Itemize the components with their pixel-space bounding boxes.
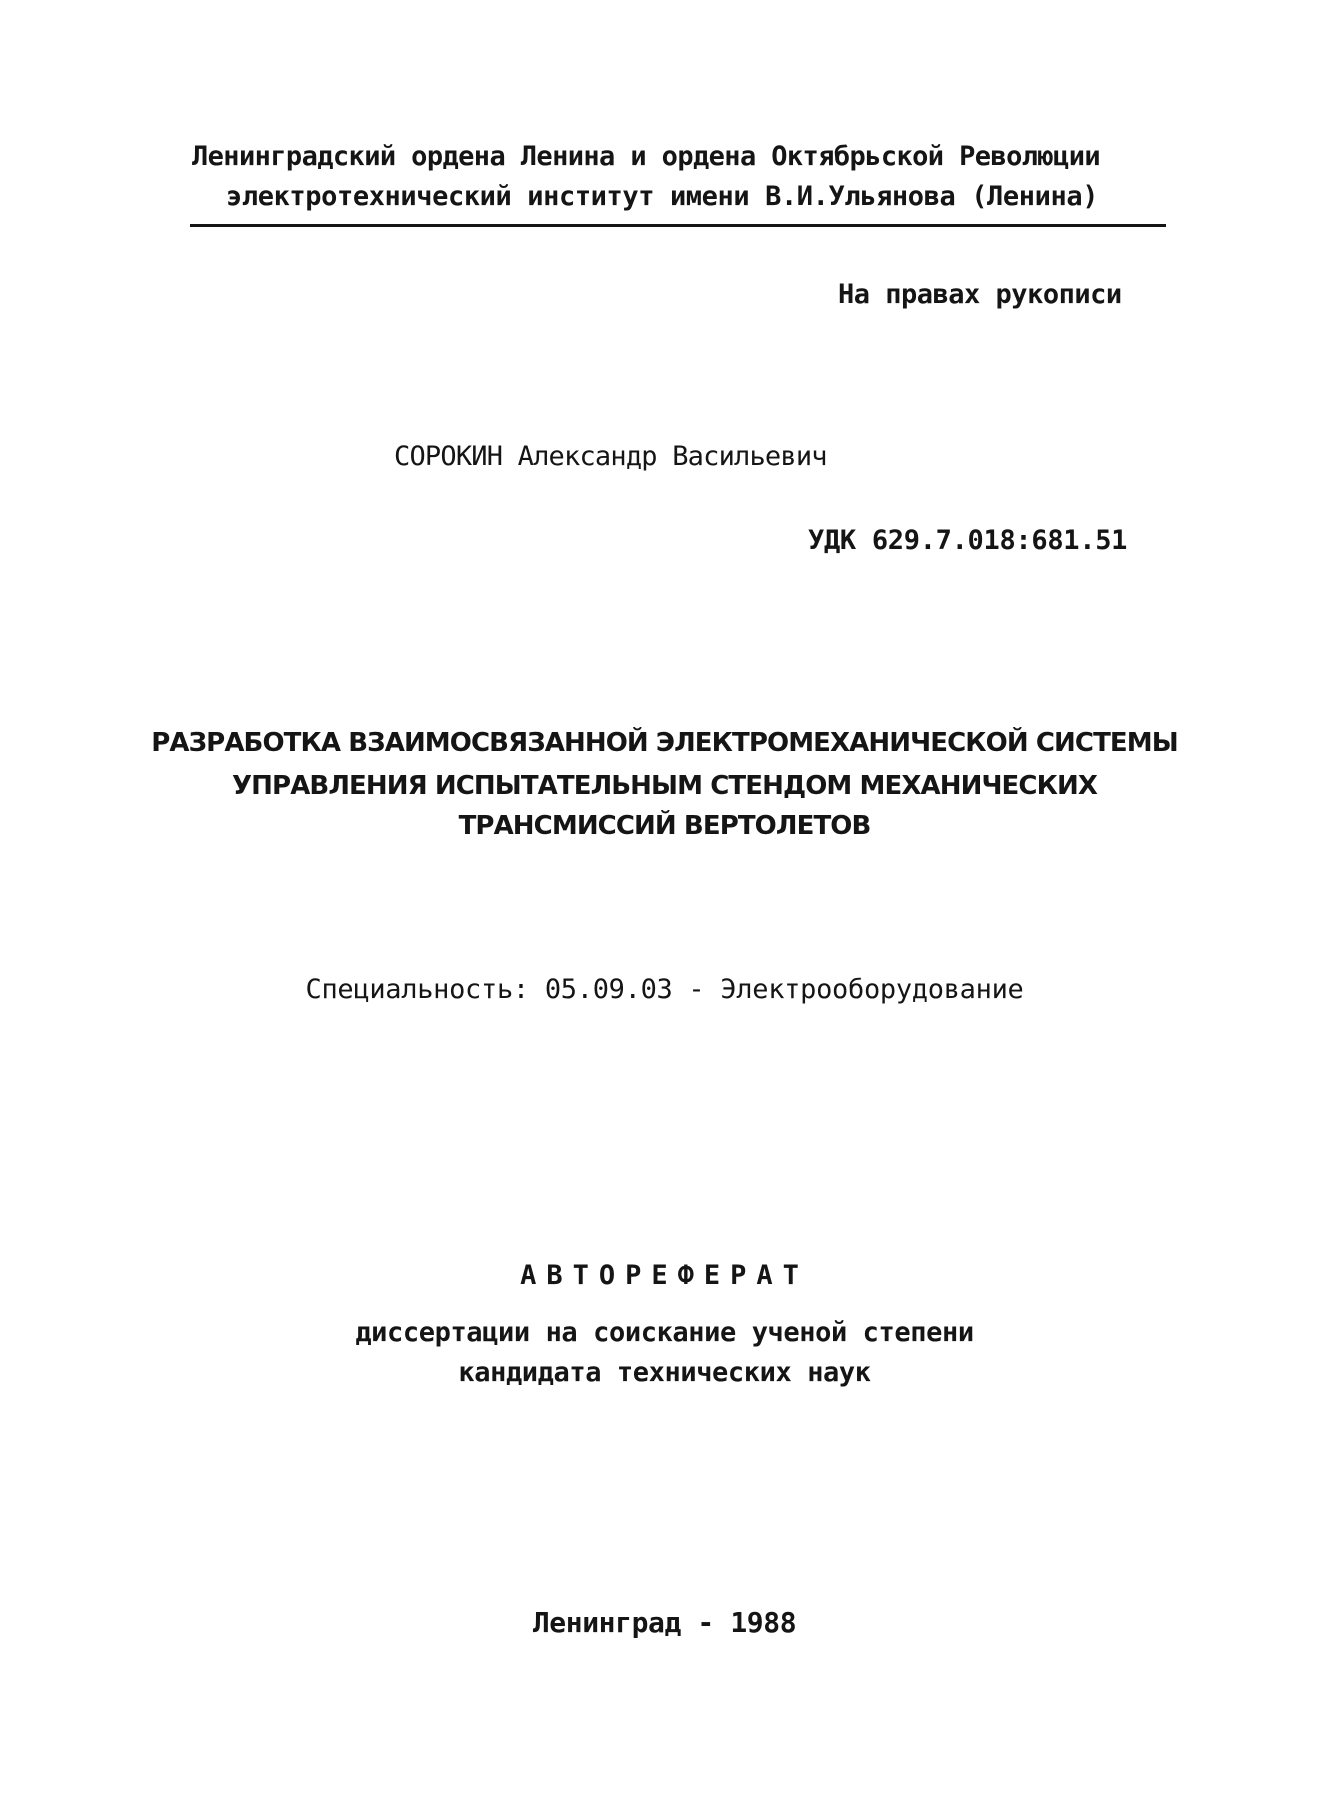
thesis-title-line-1: РАЗРАБОТКА ВЗАИМОСВЯЗАННОЙ ЭЛЕКТРОМЕХАНИЧЕСКОЙ СИСТЕМЫ [151, 728, 1178, 758]
header-divider [190, 224, 1166, 227]
author-name: СОРОКИН Александр Васильевич [394, 441, 827, 472]
thesis-title-line-3: ТРАНСМИССИЙ ВЕРТОЛЕТОВ [458, 811, 871, 841]
institution-line-1: Ленинградский ордена Ленина и ордена Октябрьской Революции [192, 141, 1101, 172]
document-type-line-1: диссертации на соискание ученой степени [355, 1317, 974, 1348]
place-and-year: Ленинград - 1988 [532, 1606, 797, 1639]
rights-note: На правах рукописи [838, 279, 1122, 310]
document-type-heading: АВТОРЕФЕРАТ [520, 1260, 809, 1291]
specialty: Специальность: 05.09.03 - Электрооборудование [305, 974, 1024, 1005]
thesis-title-line-2: УПРАВЛЕНИЯ ИСПЫТАТЕЛЬНЫМ СТЕНДОМ МЕХАНИЧЕСКИХ [232, 771, 1097, 801]
institution-line-2: электротехнический институт имени В.И.Ульянова (Ленина) [226, 181, 1099, 212]
document-type-line-2: кандидата технических наук [458, 1357, 871, 1388]
udc-code: УДК 629.7.018:681.51 [808, 525, 1128, 556]
